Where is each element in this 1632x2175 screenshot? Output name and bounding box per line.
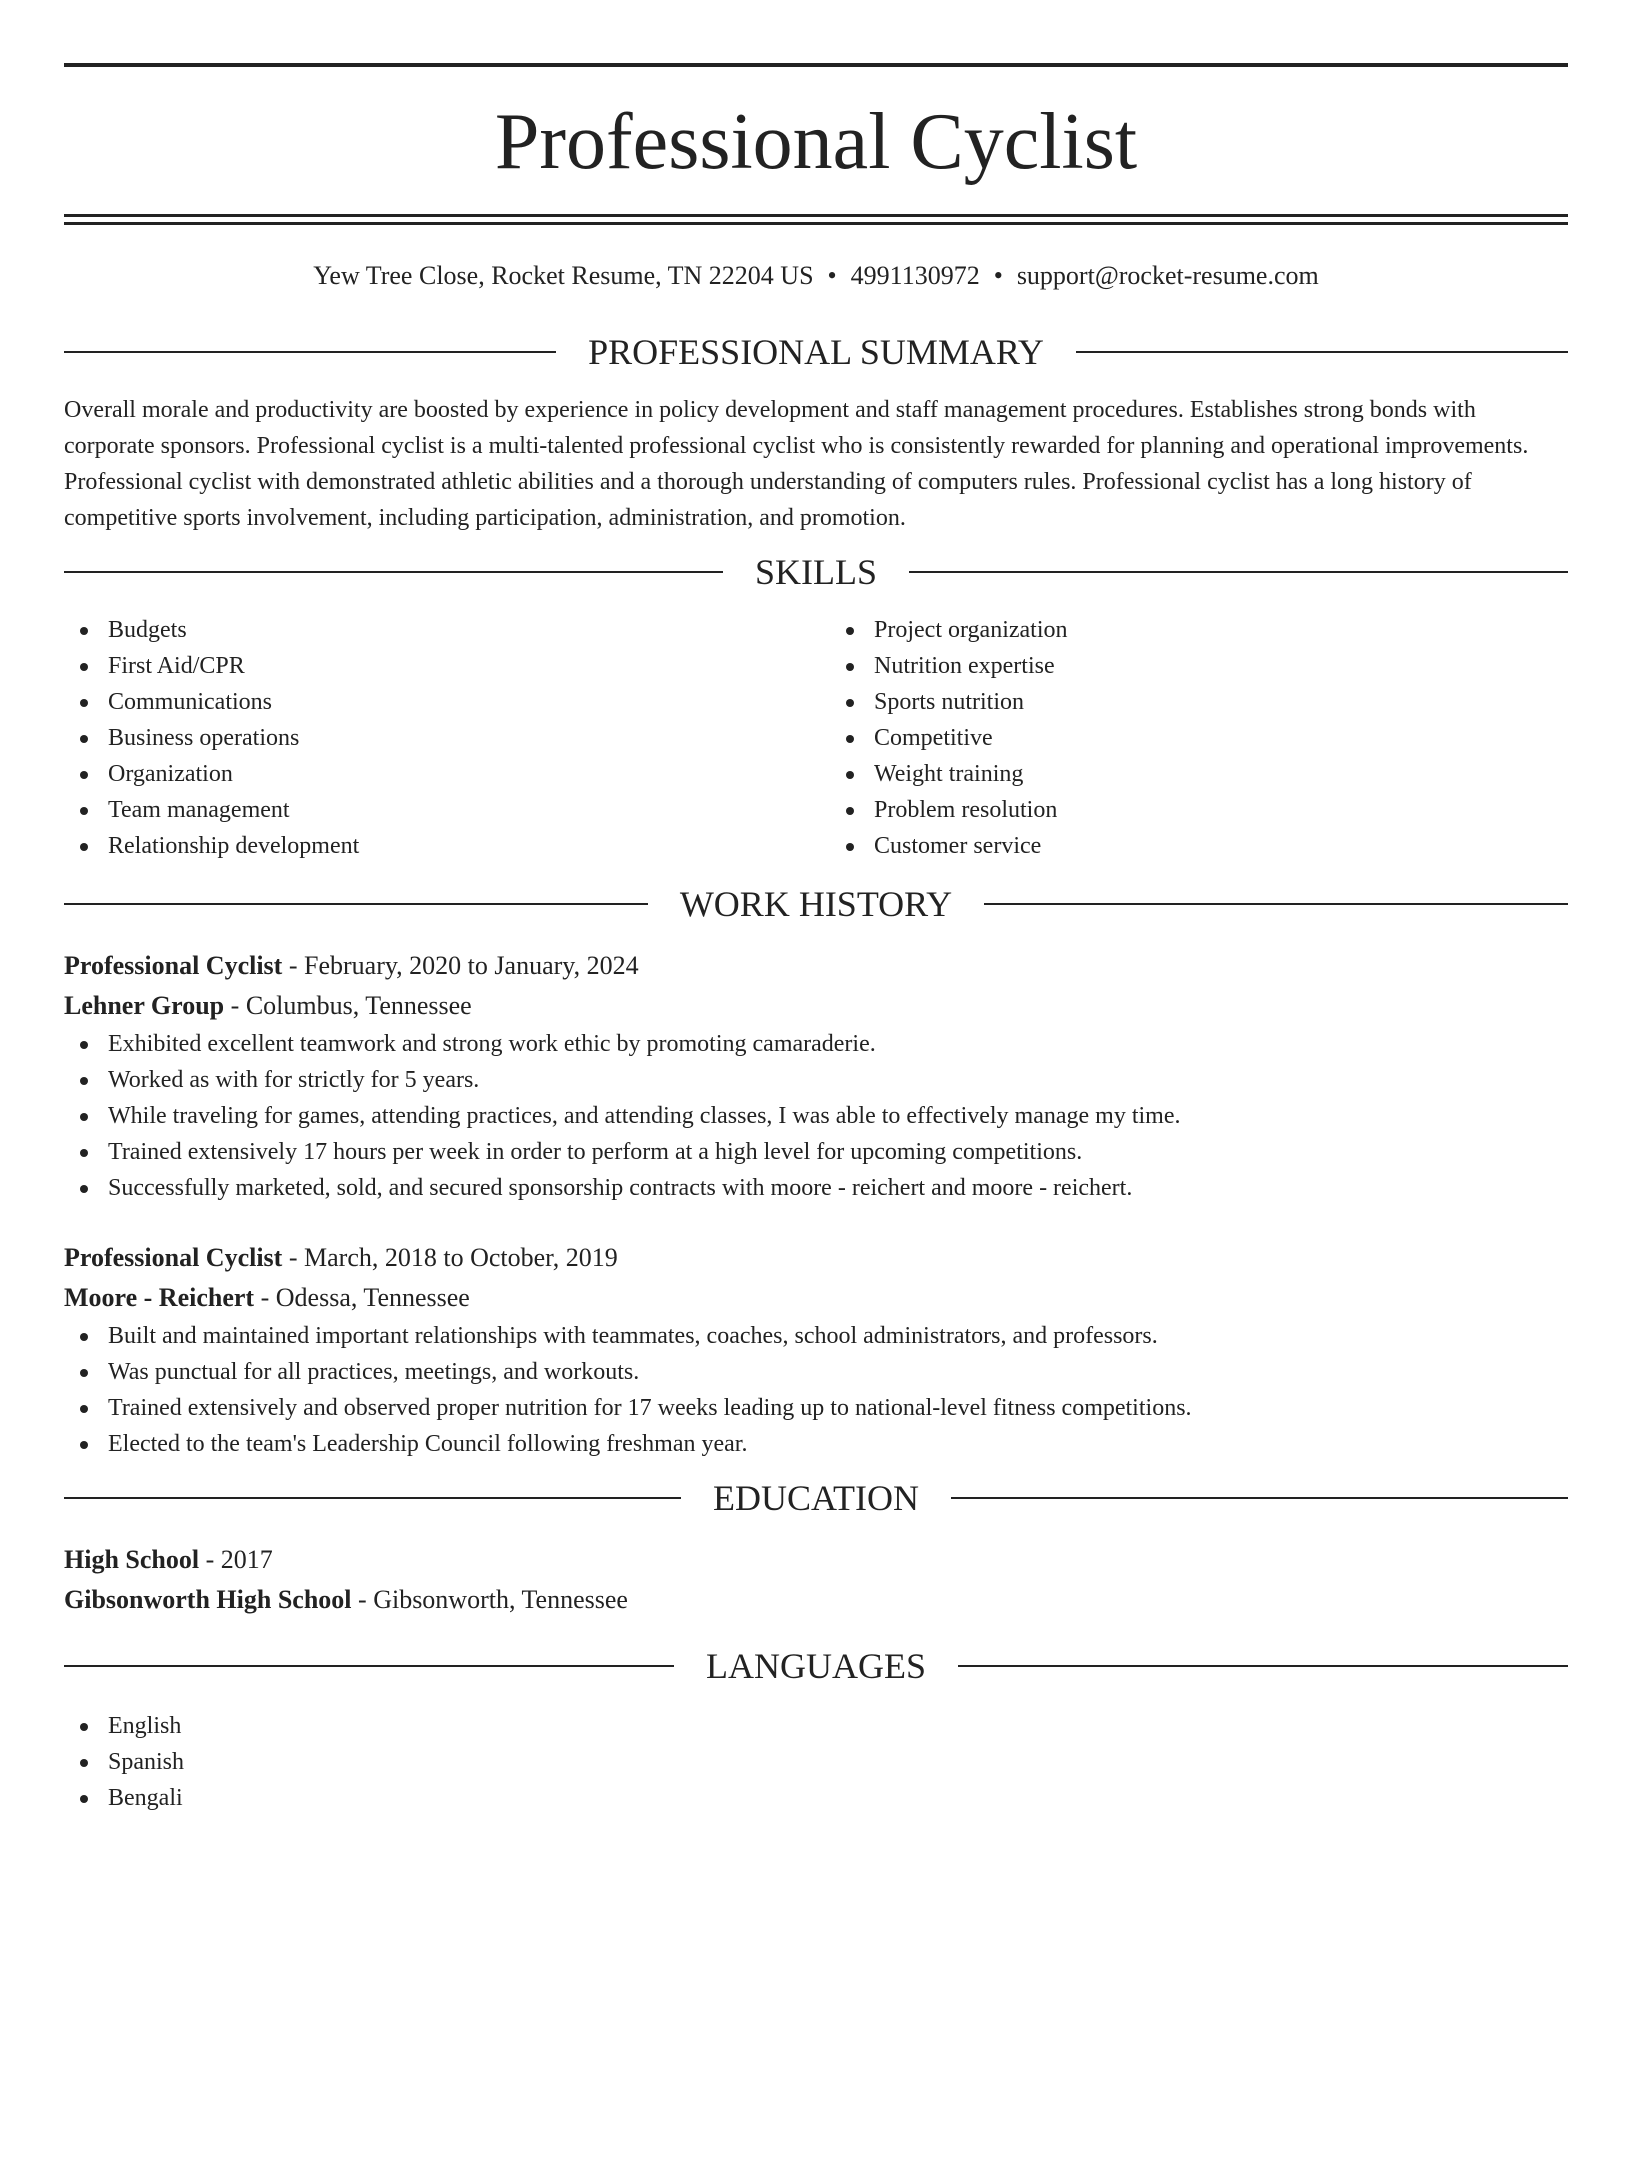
section-heading-languages [64, 1646, 1568, 1686]
skill-item: Weight training [830, 756, 1568, 792]
education-year: 2017 [220, 1545, 273, 1574]
skills-list-right [830, 612, 1568, 864]
education-degree: High School [64, 1545, 200, 1574]
languages-list [64, 1708, 1568, 1816]
job-bullet: While traveling for games, attending practices, and attending classes, I was able to effectively manage my time. [64, 1098, 1568, 1134]
job-bullets [64, 1318, 1568, 1462]
job-dates: March, 2018 to October, 2019 [304, 1243, 618, 1272]
job-title-line [64, 1238, 1568, 1278]
section-title: SKILLS [755, 552, 878, 592]
resume-name: Professional Cyclist [494, 98, 1138, 186]
header-double-rule [64, 214, 1568, 225]
dash: - [254, 1283, 276, 1312]
education-location: Gibsonworth, Tennessee [373, 1585, 628, 1614]
job-bullets [64, 1026, 1568, 1206]
skill-item: Communications [64, 684, 816, 720]
job-title: Professional Cyclist [64, 1243, 283, 1272]
summary-text: Overall morale and productivity are boosted by experience in policy development and staff management procedures. Establishes strong bonds with corporate sponsors. Professional cyclist is a multi-talented professional cyclist who is consistently rewarded for planning and operational improvements. Professional cyclist with demonstrated athletic abilities and a thorough understanding of computers rules. Professional cyclist has a long history of competitive sports involvement, including participation, administration, and promotion. [64, 397, 1529, 531]
language-item: Spanish [64, 1744, 1568, 1780]
skill-item: Organization [64, 756, 816, 792]
skills-list-left [64, 612, 816, 864]
job-bullet: Trained extensively 17 hours per week in order to perform at a high level for upcoming competitions. [64, 1134, 1568, 1170]
job-dates: February, 2020 to January, 2024 [304, 951, 639, 980]
education-entry [64, 1540, 1568, 1620]
language-item: Bengali [64, 1780, 1568, 1816]
skills-column-left [64, 612, 816, 864]
contact-line [64, 261, 1568, 291]
skill-item: Nutrition expertise [830, 648, 1568, 684]
education-school: Gibsonworth High School [64, 1585, 352, 1614]
skill-item: Business operations [64, 720, 816, 756]
job-entry [64, 1238, 1568, 1462]
job-title-line [64, 946, 1568, 986]
skill-item: Sports nutrition [830, 684, 1568, 720]
dash: - [282, 951, 305, 980]
resume-page [0, 63, 1632, 2175]
skill-item: Competitive [830, 720, 1568, 756]
job-company-line [64, 986, 1568, 1026]
header-top-rule [64, 63, 1568, 67]
heading-rule-right [984, 903, 1568, 905]
section-heading-work-history [64, 884, 1568, 924]
section-heading-education [64, 1478, 1568, 1518]
section-title: WORK HISTORY [679, 884, 953, 924]
dash: - [351, 1585, 374, 1614]
skills-grid [64, 612, 1568, 864]
heading-rule-left [64, 903, 648, 905]
heading-rule-right [909, 571, 1568, 573]
contact-email: support@rocket-resume.com [1016, 261, 1319, 290]
dash: - [282, 1243, 305, 1272]
job-bullet: Successfully marketed, sold, and secured sponsorship contracts with moore - reichert and moore - reichert. [64, 1170, 1568, 1206]
skill-item: Relationship development [64, 828, 816, 864]
job-location: Odessa, Tennessee [275, 1283, 470, 1312]
section-heading-skills [64, 552, 1568, 592]
dash: - [199, 1545, 221, 1574]
skill-item: Customer service [830, 828, 1568, 864]
job-company: Moore - Reichert [64, 1283, 255, 1312]
heading-rule-left [64, 571, 723, 573]
heading-rule-right [951, 1497, 1568, 1499]
skill-item: Problem resolution [830, 792, 1568, 828]
job-location: Columbus, Tennessee [245, 991, 472, 1020]
section-title: EDUCATION [713, 1478, 919, 1518]
job-bullet: Was punctual for all practices, meetings, and workouts. [64, 1354, 1568, 1390]
contact-address: Yew Tree Close, Rocket Resume, TN 22204 US [313, 261, 814, 290]
education-school-line [64, 1580, 1568, 1620]
job-company: Lehner Group [64, 991, 225, 1020]
heading-rule-left [64, 1665, 674, 1667]
heading-rule-left [64, 351, 556, 353]
heading-rule-right [1076, 351, 1568, 353]
heading-rule-left [64, 1497, 681, 1499]
section-title: LANGUAGES [706, 1646, 926, 1686]
skill-item: Team management [64, 792, 816, 828]
skill-item: Project organization [830, 612, 1568, 648]
heading-rule-right [958, 1665, 1568, 1667]
education-degree-line [64, 1540, 1568, 1580]
dash: - [224, 991, 246, 1020]
contact-separator: • [827, 261, 837, 290]
job-bullet: Elected to the team's Leadership Council following freshman year. [64, 1426, 1568, 1462]
language-item: English [64, 1708, 1568, 1744]
job-bullet: Worked as with for strictly for 5 years. [64, 1062, 1568, 1098]
contact-phone: 4991130972 [850, 261, 980, 290]
job-bullet: Exhibited excellent teamwork and strong work ethic by promoting camaraderie. [64, 1026, 1568, 1062]
contact-separator: • [993, 261, 1003, 290]
job-bullet: Trained extensively and observed proper nutrition for 17 weeks leading up to national-level fitness competitions. [64, 1390, 1568, 1426]
section-heading-summary [64, 332, 1568, 372]
skills-column-right [816, 612, 1568, 864]
job-title: Professional Cyclist [64, 951, 283, 980]
skill-item: First Aid/CPR [64, 648, 816, 684]
skill-item: Budgets [64, 612, 816, 648]
job-company-line [64, 1278, 1568, 1318]
section-title: PROFESSIONAL SUMMARY [588, 332, 1044, 372]
job-bullet: Built and maintained important relationships with teammates, coaches, school administrators, and professors. [64, 1318, 1568, 1354]
job-entry [64, 946, 1568, 1206]
